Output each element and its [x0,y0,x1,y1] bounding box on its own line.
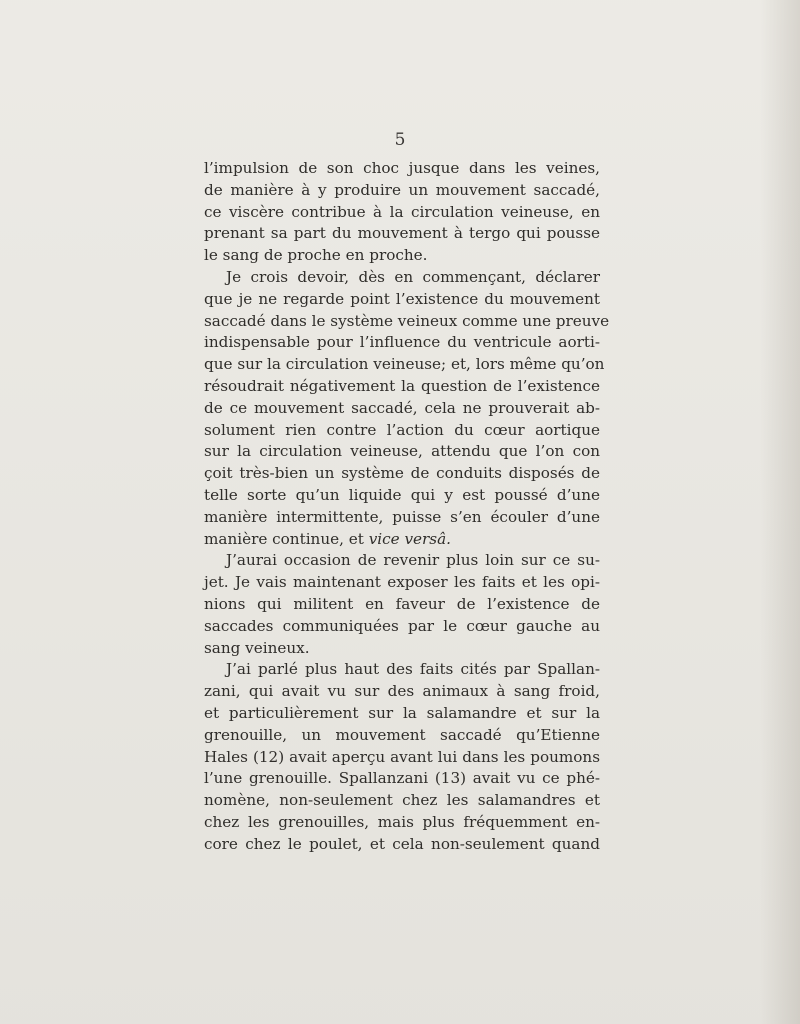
text-line: çoit très-bien un système de conduits disposés de [204,464,600,483]
text-line: solument rien contre l’action du cœur aortique [204,420,600,439]
text-line: grenouille, un mouvement saccadé qu’Etienne [204,725,600,744]
text-line-plain: manière continue, et [204,529,364,548]
text-line: et particulièrement sur la salamandre et sur la [204,703,600,722]
text-line: manière intermittente, puisse s’en écouler d’une [204,507,600,526]
text-line: saccades communiquées par le cœur gauche au [204,616,600,635]
text-line: l’impulsion de son choc jusque dans les veines, [204,159,600,177]
text-line: nions qui militent en faveur de l’existence de [204,594,600,613]
text-line: ce viscère contribue à la circulation veineuse, en [204,202,600,221]
text-line: prenant sa part du mouvement à tergo qui pousse [204,224,600,243]
text-line: zani, qui avait vu sur des animaux à sang froid, [204,682,600,701]
text-line: que sur la circulation veineuse; et, lors même qu’on [204,355,605,374]
text-line: saccadé dans le système veineux comme une preuve [204,311,610,330]
text-line: telle sorte qu’un liquide qui y est poussé d’une [204,485,600,504]
text-line: core chez le poulet, et cela non-seulement quand [204,834,600,853]
text-line: l’une grenouille. Spallanzani (13) avait vu ce phé- [204,769,600,788]
text-line: le sang de proche en proche. [204,246,428,265]
text-line: indispensable pour l’influence du ventricule aorti- [204,333,600,352]
text-line: sang veineux. [204,638,310,657]
text-line: jet. Je vais maintenant exposer les faits et les opi- [204,573,600,592]
text-line: J’aurai occasion de revenir plus loin sur ce su- [226,551,600,570]
text-line: de manière à y produire un mouvement saccadé, [204,180,600,199]
text-line: Hales (12) avait aperçu avant lui dans les poumons [204,747,600,766]
italic-phrase: vice versâ. [368,529,451,548]
text-line: sur la circulation veineuse, attendu que l’on con [204,442,600,461]
page-number: 5 [394,130,406,150]
text-line: Je crois devoir, dès en commençant, déclarer [226,267,600,286]
text-line: chez les grenouilles, mais plus fréquemment en- [204,812,600,831]
text-line: que je ne regarde point l’existence du mouvement [204,289,600,308]
text-line: résoudrait négativement la question de l’existence [204,376,600,395]
text-line: de ce mouvement saccadé, cela ne prouverait ab- [204,398,600,417]
text-line: nomène, non-seulement chez les salamandres et [204,791,600,810]
text-line: J’ai parlé plus haut des faits cités par Spallan- [226,660,600,679]
body-text [204,158,610,856]
text-line [204,529,600,551]
